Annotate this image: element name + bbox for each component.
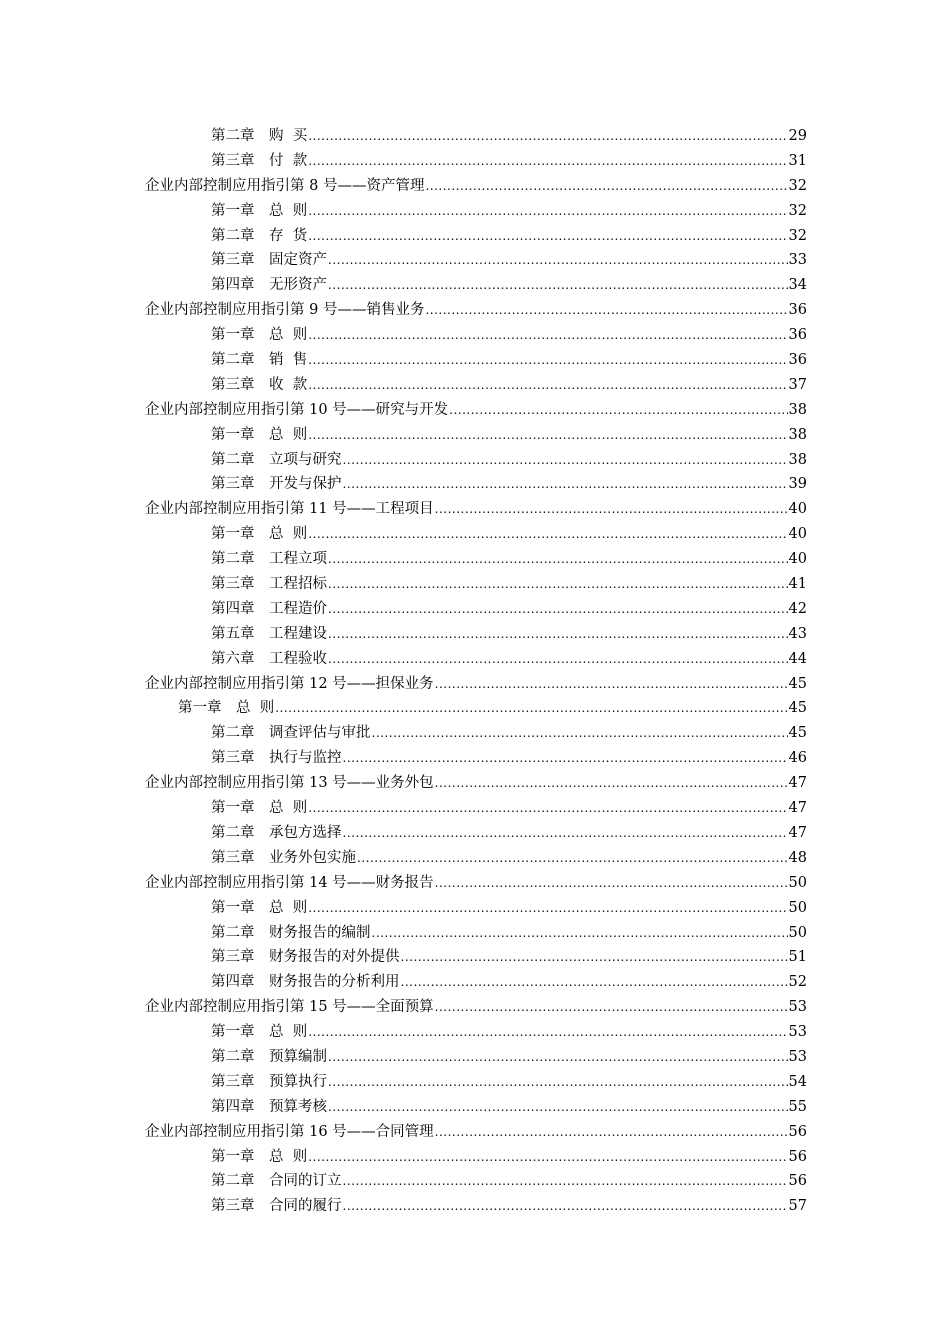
toc-entry-label: 第二章 调查评估与审批 (211, 725, 371, 742)
toc-chapter-entry[interactable] (0, 273, 950, 298)
toc-dot-leader (308, 373, 787, 398)
toc-section-entry[interactable] (0, 871, 950, 896)
toc-chapter-entry[interactable] (0, 1070, 950, 1095)
toc-entry-label: 企业内部控制应用指引第 13 号——业务外包 (145, 775, 434, 792)
toc-dot-leader (435, 871, 788, 896)
toc-dot-leader (401, 970, 788, 995)
toc-entry-label: 第二章 购 买 (211, 128, 308, 144)
toc-entry-label: 第一章 总 则 (211, 327, 308, 344)
toc-entry-page-number: 45 (788, 700, 807, 717)
toc-entry-label: 第三章 付 款 (211, 152, 308, 169)
toc-entry-label: 第二章 承包方选择 (211, 824, 342, 841)
toc-dot-leader (449, 398, 787, 423)
toc-dot-leader (308, 348, 787, 373)
toc-entry-page-number: 53 (788, 1024, 807, 1041)
toc-dot-leader (435, 497, 788, 522)
toc-entry-label: 第二章 存 货 (211, 227, 308, 244)
toc-chapter-entry[interactable] (0, 1194, 950, 1219)
toc-dot-leader (328, 248, 788, 273)
toc-chapter-entry[interactable] (0, 622, 950, 647)
toc-entry-label: 第二章 销 售 (211, 352, 308, 369)
toc-entry-page-number: 38 (788, 451, 807, 468)
toc-entry-label: 第一章 总 则 (211, 202, 308, 219)
toc-entry-label: 第三章 预算执行 (211, 1073, 327, 1090)
toc-entry-page-number: 37 (788, 376, 807, 393)
toc-section-entry[interactable] (0, 298, 950, 323)
toc-entry-page-number: 50 (788, 874, 807, 891)
toc-chapter-entry[interactable] (0, 224, 950, 249)
toc-entry-page-number: 45 (788, 675, 807, 692)
toc-entry-page-number: 47 (788, 824, 807, 841)
toc-chapter-entry[interactable] (0, 373, 950, 398)
toc-dot-leader (343, 448, 788, 473)
toc-section-entry[interactable] (0, 497, 950, 522)
toc-entry-label: 第二章 立项与研究 (211, 451, 342, 468)
toc-section-entry[interactable] (0, 771, 950, 796)
toc-entry-page-number: 32 (788, 227, 807, 244)
toc-chapter-entry[interactable] (0, 945, 950, 970)
toc-entry-page-number: 51 (788, 949, 807, 966)
toc-entry-label: 企业内部控制应用指引第 12 号——担保业务 (145, 675, 434, 692)
toc-entry-page-number: 47 (788, 800, 807, 817)
toc-dot-leader (328, 273, 788, 298)
toc-entry-label: 第三章 财务报告的对外提供 (211, 949, 400, 966)
toc-entry-page-number: 32 (788, 177, 807, 194)
toc-entry-page-number: 39 (788, 476, 807, 493)
toc-chapter-entry[interactable] (0, 821, 950, 846)
toc-entry-label: 第二章 财务报告的编制 (211, 924, 371, 941)
toc-dot-leader (328, 1095, 788, 1120)
toc-chapter-entry[interactable] (0, 323, 950, 348)
toc-dot-leader (308, 323, 787, 348)
toc-entry-page-number: 42 (788, 600, 807, 617)
toc-chapter-entry[interactable] (0, 522, 950, 547)
toc-entry-label: 第一章 总 则 (211, 1148, 308, 1165)
toc-entry-label: 第三章 执行与监控 (211, 750, 342, 767)
toc-entry-page-number: 47 (788, 775, 807, 792)
toc-entry-label: 第六章 工程验收 (211, 650, 327, 667)
toc-entry-page-number: 38 (788, 426, 807, 443)
toc-dot-leader (435, 771, 788, 796)
toc-dot-leader (308, 896, 787, 921)
toc-entry-page-number: 50 (788, 899, 807, 916)
toc-dot-leader (328, 1045, 788, 1070)
toc-entry-label: 企业内部控制应用指引第 9 号——销售业务 (145, 302, 425, 319)
toc-chapter-entry[interactable] (0, 423, 950, 448)
toc-entry-page-number: 43 (788, 625, 807, 642)
toc-chapter-entry[interactable] (0, 696, 950, 721)
toc-entry-label: 企业内部控制应用指引第 16 号——合同管理 (145, 1123, 434, 1140)
toc-dot-leader (308, 199, 787, 224)
toc-entry-page-number: 57 (788, 1198, 807, 1215)
toc-chapter-entry[interactable] (0, 1095, 950, 1120)
toc-dot-leader (425, 174, 787, 199)
toc-chapter-entry[interactable] (0, 199, 950, 224)
toc-entry-page-number: 36 (788, 302, 807, 319)
toc-entry-page-number: 48 (788, 849, 807, 866)
toc-dot-leader (308, 149, 787, 174)
toc-chapter-entry[interactable] (0, 248, 950, 273)
toc-dot-leader (372, 721, 788, 746)
toc-entry-label: 企业内部控制应用指引第 11 号——工程项目 (145, 501, 434, 518)
toc-dot-leader (328, 572, 788, 597)
toc-chapter-entry[interactable] (0, 1020, 950, 1045)
toc-entry-label: 第二章 合同的订立 (211, 1173, 342, 1190)
toc-dot-leader (308, 224, 787, 249)
toc-dot-leader (308, 423, 787, 448)
toc-chapter-entry[interactable] (0, 846, 950, 871)
toc-entry-page-number: 52 (788, 974, 807, 991)
toc-section-entry[interactable] (0, 174, 950, 199)
toc-entry-page-number: 36 (788, 352, 807, 369)
toc-entry-page-number: 31 (788, 152, 807, 169)
toc-entry-label: 企业内部控制应用指引第 8 号——资产管理 (145, 177, 425, 194)
toc-entry-label: 第五章 工程建设 (211, 625, 327, 642)
toc-dot-leader (343, 472, 788, 497)
toc-chapter-entry[interactable] (0, 348, 950, 373)
toc-chapter-entry[interactable] (0, 472, 950, 497)
toc-dot-leader (372, 921, 788, 946)
toc-dot-leader (308, 1020, 787, 1045)
toc-entry-label: 第三章 工程招标 (211, 576, 327, 593)
toc-entry-page-number: 45 (788, 725, 807, 742)
toc-entry-page-number: 32 (788, 202, 807, 219)
toc-chapter-entry[interactable] (0, 896, 950, 921)
toc-chapter-entry[interactable] (0, 796, 950, 821)
toc-entry-label: 第一章 总 则 (211, 526, 308, 543)
toc-dot-leader (328, 597, 788, 622)
toc-entry-page-number: 40 (788, 501, 807, 518)
toc-entry-label: 第二章 工程立项 (211, 551, 327, 568)
toc-dot-leader (343, 1194, 788, 1219)
toc-entry-label: 第三章 开发与保护 (211, 476, 342, 493)
toc-entry-page-number: 41 (788, 576, 807, 593)
toc-chapter-entry[interactable] (0, 1145, 950, 1170)
toc-dot-leader (308, 796, 787, 821)
toc-chapter-entry[interactable] (0, 746, 950, 771)
toc-entry-label: 第三章 固定资产 (211, 252, 327, 269)
toc-entry-page-number: 56 (788, 1148, 807, 1165)
toc-dot-leader (435, 995, 788, 1020)
toc-dot-leader (308, 1145, 787, 1170)
toc-dot-leader (328, 1070, 788, 1095)
toc-entry-page-number: 29 (788, 128, 807, 144)
toc-entry-page-number: 56 (788, 1173, 807, 1190)
toc-entry-label: 第三章 业务外包实施 (211, 849, 356, 866)
toc-dot-leader (328, 547, 788, 572)
toc-chapter-entry[interactable] (0, 1045, 950, 1070)
toc-entry-page-number: 55 (788, 1098, 807, 1115)
toc-dot-leader (308, 124, 787, 149)
toc-dot-leader (328, 622, 788, 647)
toc-entry-page-number: 46 (788, 750, 807, 767)
toc-chapter-entry[interactable] (0, 124, 950, 149)
toc-entry-label: 第四章 预算考核 (211, 1098, 327, 1115)
toc-entry-page-number: 53 (788, 999, 807, 1016)
toc-entry-page-number: 33 (788, 252, 807, 269)
toc-chapter-entry[interactable] (0, 647, 950, 672)
toc-entry-page-number: 50 (788, 924, 807, 941)
toc-chapter-entry[interactable] (0, 572, 950, 597)
toc-entry-label: 第三章 收 款 (211, 376, 308, 393)
toc-entry-page-number: 40 (788, 526, 807, 543)
toc-entry-page-number: 44 (788, 650, 807, 667)
toc-entry-page-number: 56 (788, 1123, 807, 1140)
toc-dot-leader (343, 1169, 788, 1194)
table-of-contents (0, 124, 950, 1219)
toc-chapter-entry[interactable] (0, 597, 950, 622)
toc-dot-leader (425, 298, 787, 323)
toc-entry-label: 企业内部控制应用指引第 14 号——财务报告 (145, 874, 434, 891)
toc-entry-label: 第四章 工程造价 (211, 600, 327, 617)
toc-dot-leader (275, 696, 787, 721)
toc-chapter-entry[interactable] (0, 448, 950, 473)
toc-dot-leader (343, 821, 788, 846)
toc-section-entry[interactable] (0, 398, 950, 423)
toc-dot-leader (401, 945, 788, 970)
toc-entry-label: 第四章 无形资产 (211, 277, 327, 294)
toc-chapter-entry[interactable] (0, 149, 950, 174)
toc-entry-label: 第一章 总 则 (211, 800, 308, 817)
toc-entry-label: 第二章 预算编制 (211, 1048, 327, 1065)
toc-dot-leader (328, 647, 788, 672)
toc-entry-label: 第一章 总 则 (211, 1024, 308, 1041)
toc-dot-leader (343, 746, 788, 771)
toc-entry-page-number: 53 (788, 1048, 807, 1065)
toc-dot-leader (435, 672, 788, 697)
toc-entry-label: 第三章 合同的履行 (211, 1198, 342, 1215)
toc-dot-leader (435, 1120, 788, 1145)
toc-entry-page-number: 54 (788, 1073, 807, 1090)
toc-entry-page-number: 40 (788, 551, 807, 568)
toc-chapter-entry[interactable] (0, 721, 950, 746)
toc-entry-label: 第四章 财务报告的分析利用 (211, 974, 400, 991)
toc-section-entry[interactable] (0, 1120, 950, 1145)
toc-chapter-entry[interactable] (0, 1169, 950, 1194)
toc-entry-page-number: 34 (788, 277, 807, 294)
toc-section-entry[interactable] (0, 672, 950, 697)
toc-chapter-entry[interactable] (0, 970, 950, 995)
toc-chapter-entry[interactable] (0, 921, 950, 946)
toc-entry-label: 第一章 总 则 (211, 899, 308, 916)
toc-entry-label: 第一章 总 则 (211, 426, 308, 443)
toc-entry-page-number: 36 (788, 327, 807, 344)
toc-entry-label: 企业内部控制应用指引第 15 号——全面预算 (145, 999, 434, 1016)
toc-section-entry[interactable] (0, 995, 950, 1020)
toc-dot-leader (357, 846, 788, 871)
toc-dot-leader (308, 522, 787, 547)
toc-chapter-entry[interactable] (0, 547, 950, 572)
toc-entry-page-number: 38 (788, 401, 807, 418)
toc-entry-label: 企业内部控制应用指引第 10 号——研究与开发 (145, 401, 449, 418)
toc-entry-label: 第一章 总 则 (178, 700, 275, 717)
